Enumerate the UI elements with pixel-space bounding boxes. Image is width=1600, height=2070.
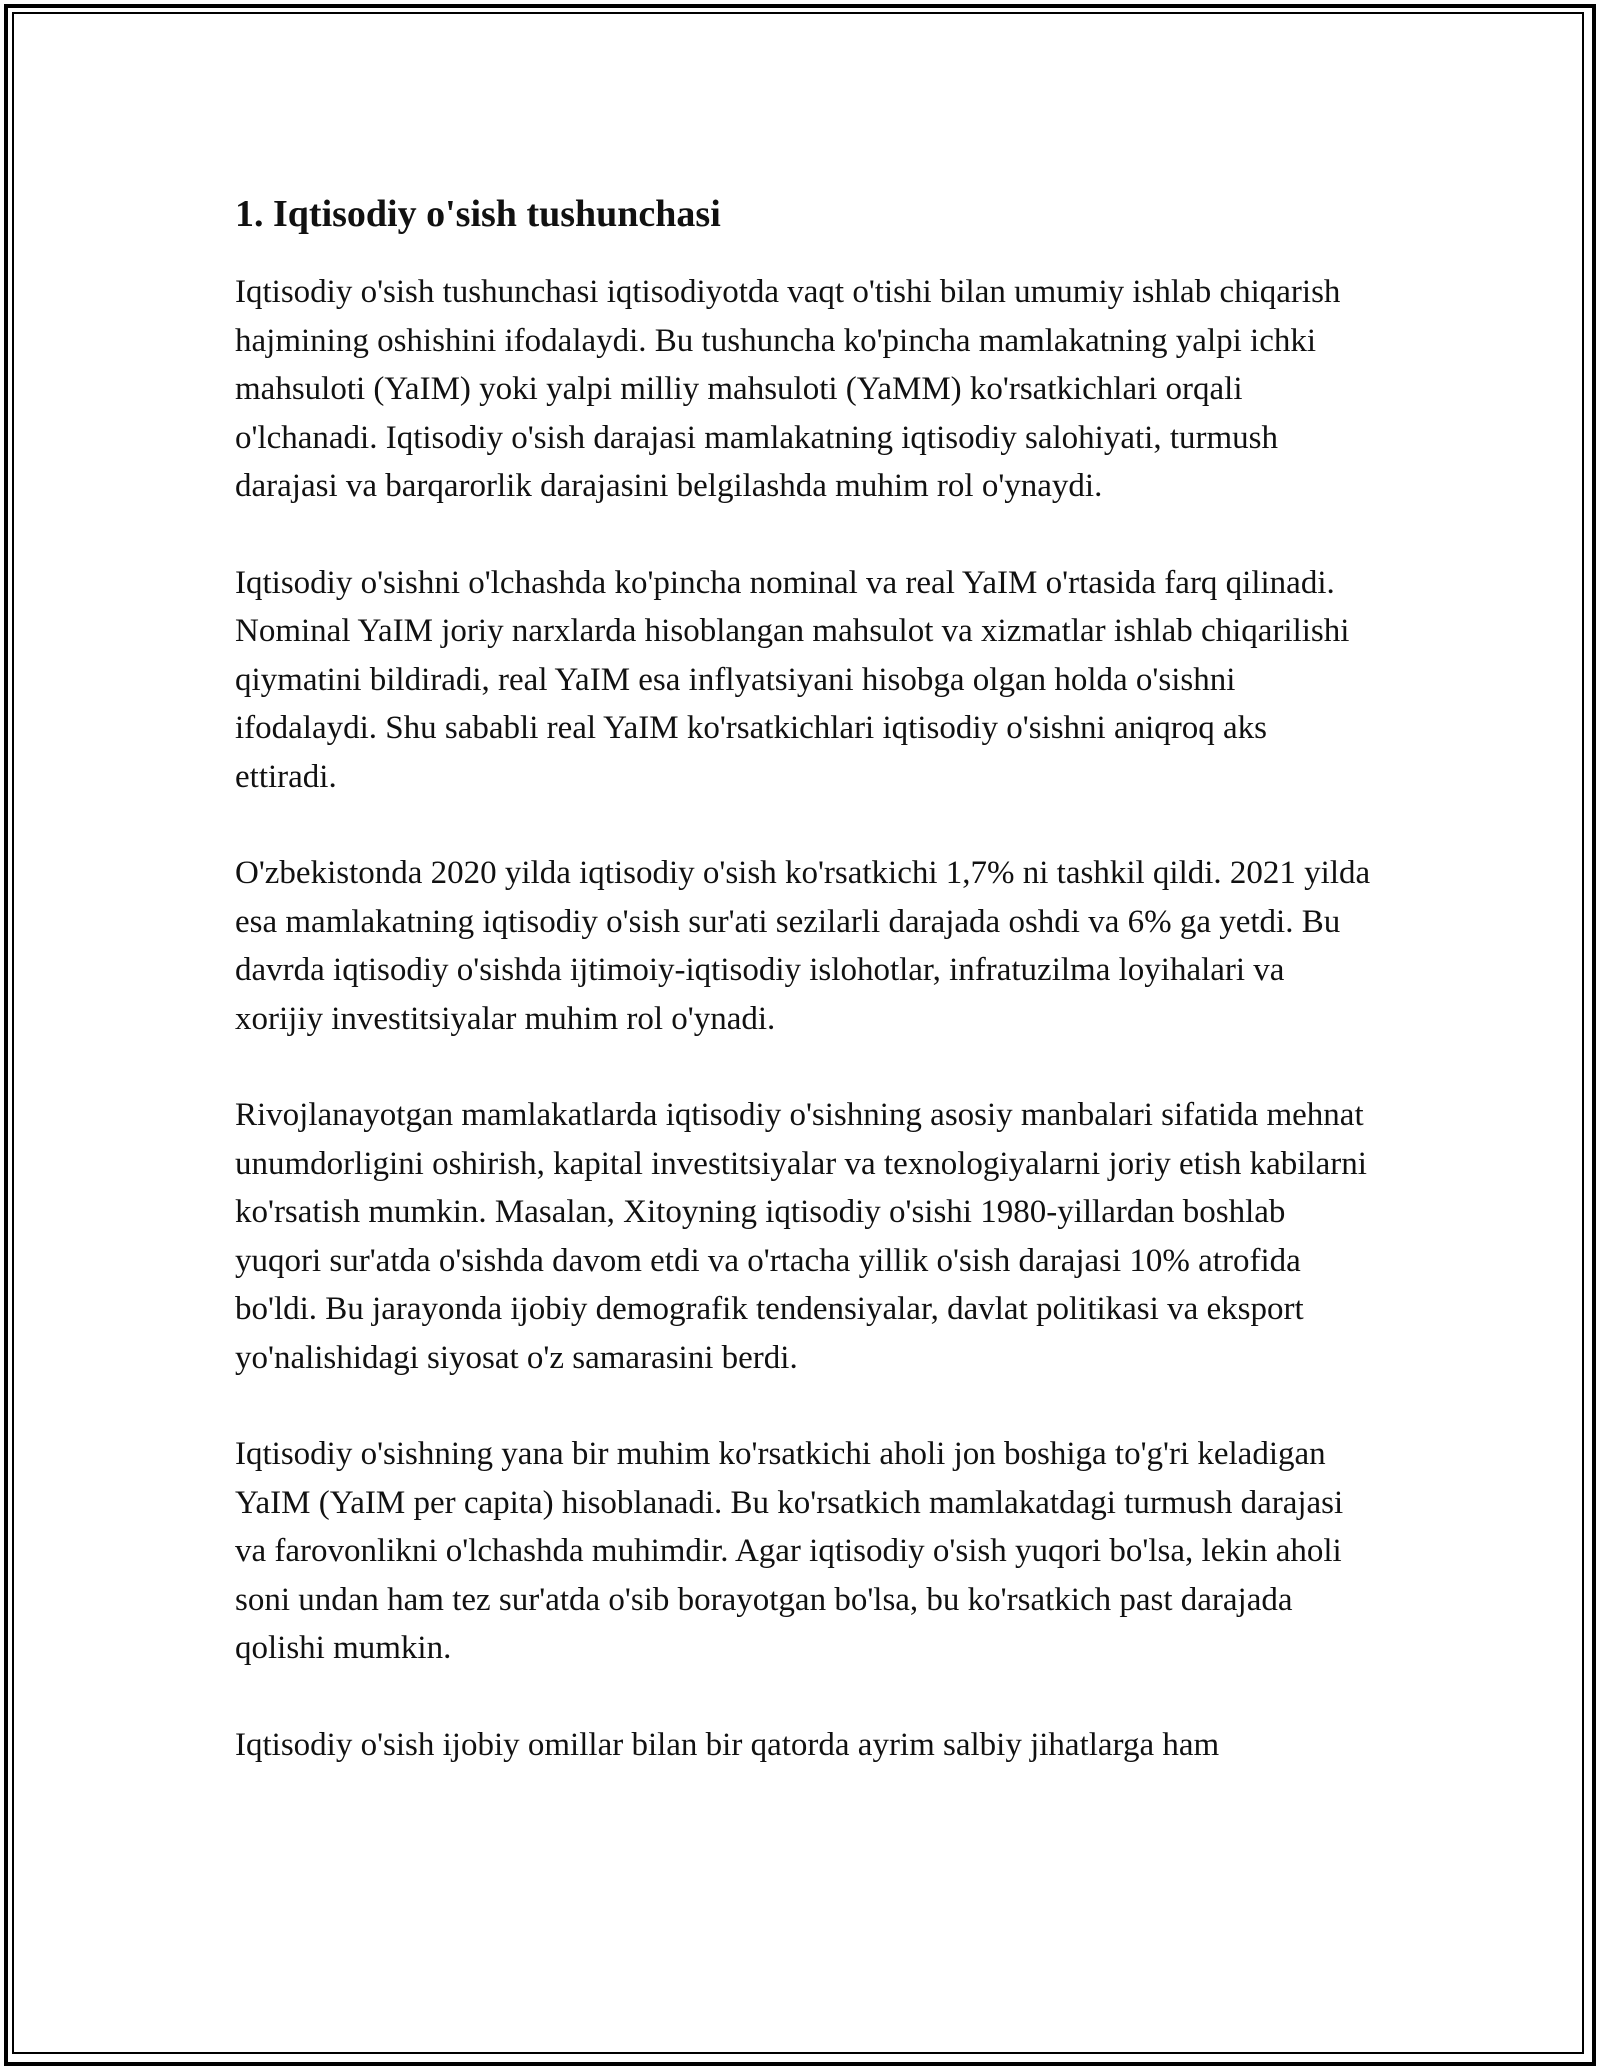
paragraph-3: O'zbekistonda 2020 yilda iqtisodiy o'sish ko'rsatkichi 1,7% ni tashkil qildi. 2021 yilda esa mamlakatning iqtisodiy o'sish sur'ati sezilarli darajada oshdi va 6% ga yetdi. Bu davrda iqtisodiy o'sishda ijtimoiy-iqtisodiy islohotlar, infratuzilma loyihalari va xorijiy investitsiyalar muhim rol o'ynadi. [235,855,1371,1037]
paragraph-6: Iqtisodiy o'sish ijobiy omillar bilan bir qatorda ayrim salbiy jihatlarga ham [235,1726,1220,1763]
paragraph-1: Iqtisodiy o'sish tushunchasi iqtisodiyotda vaqt o'tishi bilan umumiy ishlab chiqarish hajmining oshishini ifodalaydi. Bu tushuncha ko'pincha mamlakatning yalpi ichki mahsuloti (YaIM) yoki yalpi milliy mahsuloti (YaMM) ko'rsatkichlari orqali o'lchanadi. Iqtisodiy o'sish darajasi mamlakatning iqtisodiy salohiyati, turmush darajasi va barqarorlik darajasini belgilashda muhim rol o'ynaydi. [235,274,1341,504]
paragraph-5: Iqtisodiy o'sishning yana bir muhim ko'rsatkichi aholi jon boshiga to'g'ri keladigan YaIM (YaIM per capita) hisoblanadi. Bu ko'rsatkich mamlakatdagi turmush darajasi va farovonlikni o'lchashda muhimdir. Agar iqtisodiy o'sish yuqori bo'lsa, lekin aholi soni undan ham tez sur'atda o'sib borayotgan bo'lsa, bu ko'rsatkich past darajada qolishi mumkin. [235,1436,1344,1666]
paragraph-2: Iqtisodiy o'sishni o'lchashda ko'pincha nominal va real YaIM o'rtasida farq qilinadi. Nominal YaIM joriy narxlarda hisoblangan mahsulot va xizmatlar ishlab chiqarilishi qiymatini bildiradi, real YaIM esa inflyatsiyani hisobga olgan holda o'sishni ifodalaydi. Shu sababli real YaIM ko'rsatkichlari iqtisodiy o'sishni aniqroq aks ettiradi. [235,564,1350,795]
section-title: 1. Iqtisodiy o'sish tushunchasi [235,193,721,235]
paragraph-4: Rivojlanayotgan mamlakatlarda iqtisodiy o'sishning asosiy manbalari sifatida mehnat unumdorligini oshirish, kapital investitsiyalar va texnologiyalarni joriy etish kabilarni ko'rsatish mumkin. Masalan, Xitoyning iqtisodiy o'sishi 1980-yillardan boshlab yuqori sur'atda o'sishda davom etdi va o'rtacha yillik o'sish darajasi 10% atrofida bo'ldi. Bu jarayonda ijobiy demografik tendensiyalar, davlat politikasi va eksport yo'nalishidagi siyosat o'z samarasini berdi. [235,1097,1367,1376]
document-body [235,188,1375,1817]
